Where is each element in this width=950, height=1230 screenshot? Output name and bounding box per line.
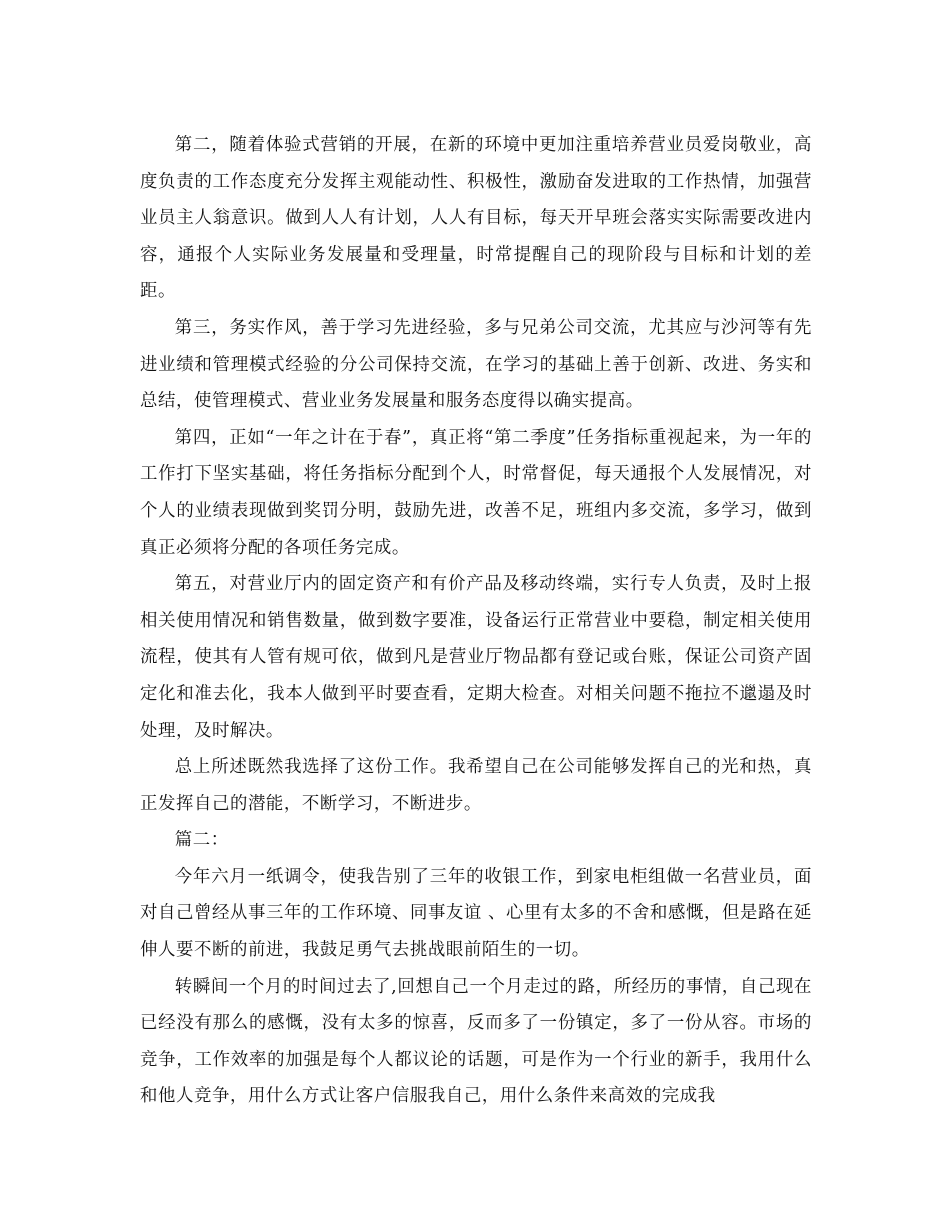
- section-heading: 篇二：: [174, 830, 229, 851]
- paragraph-summary: 总上所述既然我选择了这份工作。我希望自己在公司能够发挥自己的光和热，真正发挥自己的潜能，不断学习，不断进步。: [140, 757, 812, 814]
- paragraph-fifth-point: 第五，对营业厅内的固定资产和有价产品及移动终端，实行专人负责，及时上报相关使用情况和销售数量，做到数字要准，设备运行正常营业中要稳，制定相关使用流程，使其有人管有规可依，做到凡是营业厅物品都有登记或台账，保证公司资产固定化和准去化，我本人做到平时要查看，定期大检查。对相关问题不拖拉不邋遢及时处理，及时解决。: [140, 574, 812, 741]
- paragraph-second-point: 第二，随着体验式营销的开展，在新的环境中更加注重培养营业员爱岗敬业，高度负责的工作态度充分发挥主观能动性、积极性，激励奋发进取的工作热情，加强营业员主人翁意识。做到人人有计划，人人有目标，每天开早班会落实实际需要改进内容，通报个人实际业务发展量和受理量，时常提醒自己的现阶段与目标和计划的差距。: [140, 135, 812, 302]
- document-body: [140, 127, 812, 1115]
- paragraph-transfer: 今年六月一纸调令，使我告别了三年的收银工作，到家电柜组做一名营业员，面对自己曾经从事三年的工作环境、同事友谊 、心里有太多的不舍和感慨，但是路在延伸人要不断的前进，我鼓足勇气去挑战眼前陌生的一切。: [140, 866, 812, 961]
- paragraph-fourth-point: 第四，正如“一年之计在于春”，真正将“第二季度”任务指标重视起来，为一年的工作打下坚实基础，将任务指标分配到个人，时常督促，每天通报个人发展情况，对个人的业绩表现做到奖罚分明，鼓励先进，改善不足，班组内多交流，多学习，做到真正必须将分配的各项任务完成。: [140, 427, 812, 558]
- paragraph-reflection: 转瞬间一个月的时间过去了,回想自己一个月走过的路，所经历的事情，自己现在已经没有那么的感慨，没有太多的惊喜，反而多了一份镇定，多了一份从容。市场的竞争，工作效率的加强是每个人都议论的话题，可是作为一个行业的新手，我用什么和他人竞争，用什么方式让客户信服我自己，用什么条件来高效的完成我: [140, 976, 812, 1107]
- paragraph-third-point: 第三，务实作风，善于学习先进经验，多与兄弟公司交流，尤其应与沙河等有先进业绩和管理模式经验的分公司保持交流，在学习的基础上善于创新、改进、务实和总结，使管理模式、营业业务发展量和服务态度得以确实提高。: [140, 317, 812, 412]
